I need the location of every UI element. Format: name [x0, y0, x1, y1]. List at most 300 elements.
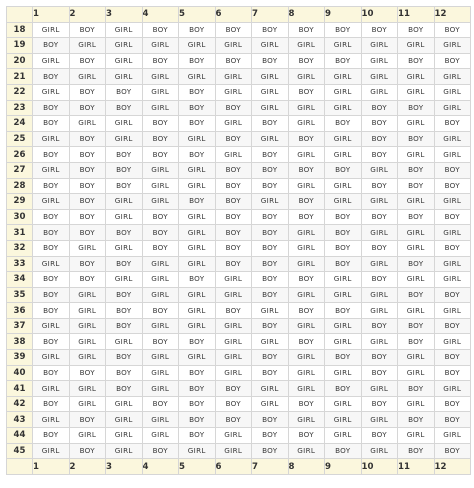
gender-cell: BOY	[325, 256, 362, 272]
gender-cell: GIRL	[106, 443, 143, 459]
gender-cell: BOY	[398, 412, 435, 428]
gender-cell: BOY	[325, 162, 362, 178]
gender-cell: GIRL	[325, 69, 362, 85]
gender-cell: BOY	[252, 225, 289, 241]
gender-cell: GIRL	[288, 443, 325, 459]
gender-cell: BOY	[252, 287, 289, 303]
gender-cell: GIRL	[252, 381, 289, 397]
gender-cell: BOY	[215, 194, 252, 210]
header-month-10: 10	[361, 7, 398, 23]
gender-cell: GIRL	[179, 69, 216, 85]
gender-cell: BOY	[142, 334, 179, 350]
gender-cell: BOY	[142, 131, 179, 147]
gender-cell: BOY	[434, 53, 471, 69]
gender-cell: GIRL	[398, 69, 435, 85]
gender-cell: GIRL	[142, 318, 179, 334]
gender-cell: GIRL	[398, 38, 435, 54]
gender-cell: BOY	[434, 240, 471, 256]
gender-cell: BOY	[398, 53, 435, 69]
table-row	[7, 428, 471, 444]
gender-cell: BOY	[434, 162, 471, 178]
gender-cell: GIRL	[33, 443, 70, 459]
gender-cell: BOY	[288, 272, 325, 288]
gender-cell: BOY	[252, 240, 289, 256]
gender-cell: GIRL	[142, 350, 179, 366]
age-label: 40	[7, 365, 33, 381]
gender-cell: BOY	[434, 287, 471, 303]
table-row	[7, 443, 471, 459]
gender-cell: BOY	[361, 178, 398, 194]
footer-month-10: 10	[361, 459, 398, 475]
table-row	[7, 256, 471, 272]
gender-cell: GIRL	[325, 38, 362, 54]
gender-cell: BOY	[215, 22, 252, 38]
gender-cell: GIRL	[434, 334, 471, 350]
gender-cell: GIRL	[215, 84, 252, 100]
gender-cell: GIRL	[106, 69, 143, 85]
gender-cell: GIRL	[434, 303, 471, 319]
gender-cell: BOY	[434, 22, 471, 38]
header-month-4: 4	[142, 7, 179, 23]
gender-cell: GIRL	[325, 272, 362, 288]
gender-cell: GIRL	[142, 194, 179, 210]
gender-cell: GIRL	[106, 131, 143, 147]
gender-cell: GIRL	[288, 350, 325, 366]
gender-cell: BOY	[33, 428, 70, 444]
gender-cell: BOY	[288, 396, 325, 412]
gender-cell: BOY	[361, 350, 398, 366]
gender-cell: BOY	[179, 412, 216, 428]
gender-cell: GIRL	[361, 69, 398, 85]
gender-cell: BOY	[361, 365, 398, 381]
gender-cell: GIRL	[106, 53, 143, 69]
gender-cell: BOY	[179, 116, 216, 132]
header-month-5: 5	[179, 7, 216, 23]
gender-cell: GIRL	[142, 412, 179, 428]
gender-cell: BOY	[325, 116, 362, 132]
table-row	[7, 147, 471, 163]
age-label: 27	[7, 162, 33, 178]
table-row	[7, 38, 471, 54]
age-label: 30	[7, 209, 33, 225]
table-row	[7, 412, 471, 428]
gender-cell: GIRL	[252, 303, 289, 319]
gender-cell: BOY	[69, 272, 106, 288]
gender-cell: GIRL	[325, 194, 362, 210]
gender-cell: BOY	[252, 22, 289, 38]
gender-cell: BOY	[33, 69, 70, 85]
table-row	[7, 209, 471, 225]
gender-cell: BOY	[252, 412, 289, 428]
gender-cell: BOY	[215, 381, 252, 397]
gender-cell: BOY	[179, 428, 216, 444]
gender-cell: GIRL	[106, 194, 143, 210]
gender-cell: BOY	[398, 318, 435, 334]
gender-cell: BOY	[179, 272, 216, 288]
gender-cell: BOY	[142, 443, 179, 459]
gender-cell: GIRL	[288, 100, 325, 116]
gender-cell: GIRL	[179, 303, 216, 319]
gender-cell: GIRL	[434, 84, 471, 100]
gender-cell: GIRL	[252, 194, 289, 210]
gender-cell: BOY	[142, 147, 179, 163]
gender-cell: BOY	[434, 396, 471, 412]
gender-cell: GIRL	[361, 334, 398, 350]
age-label: 42	[7, 396, 33, 412]
gender-cell: BOY	[179, 22, 216, 38]
gender-cell: GIRL	[142, 256, 179, 272]
gender-cell: GIRL	[33, 194, 70, 210]
gender-cell: GIRL	[361, 303, 398, 319]
gender-cell: BOY	[33, 178, 70, 194]
gender-cell: GIRL	[288, 178, 325, 194]
gender-cell: BOY	[325, 225, 362, 241]
gender-cell: BOY	[398, 22, 435, 38]
gender-cell: GIRL	[252, 69, 289, 85]
gender-cell: BOY	[179, 396, 216, 412]
age-label: 39	[7, 350, 33, 366]
gender-cell: BOY	[215, 131, 252, 147]
header-month-2: 2	[69, 7, 106, 23]
gender-cell: BOY	[325, 240, 362, 256]
table-row	[7, 381, 471, 397]
gender-cell: BOY	[215, 209, 252, 225]
table-row	[7, 396, 471, 412]
gender-cell: GIRL	[434, 256, 471, 272]
gender-cell: GIRL	[398, 350, 435, 366]
gender-cell: BOY	[106, 350, 143, 366]
gender-cell: BOY	[325, 53, 362, 69]
gender-cell: GIRL	[325, 147, 362, 163]
gender-cell: GIRL	[361, 53, 398, 69]
gender-cell: GIRL	[179, 178, 216, 194]
gender-cell: BOY	[252, 350, 289, 366]
gender-cell: GIRL	[434, 194, 471, 210]
gender-cell: BOY	[215, 412, 252, 428]
gender-cell: BOY	[434, 443, 471, 459]
gender-cell: GIRL	[325, 287, 362, 303]
gender-cell: BOY	[106, 256, 143, 272]
gender-cell: BOY	[434, 412, 471, 428]
gender-cell: GIRL	[215, 350, 252, 366]
gender-cell: BOY	[215, 100, 252, 116]
gender-cell: GIRL	[106, 396, 143, 412]
gender-cell: BOY	[361, 240, 398, 256]
gender-cell: BOY	[142, 240, 179, 256]
gender-cell: GIRL	[325, 84, 362, 100]
gender-cell: BOY	[69, 162, 106, 178]
gender-cell: BOY	[69, 256, 106, 272]
gender-cell: BOY	[325, 209, 362, 225]
gender-cell: GIRL	[325, 412, 362, 428]
age-label: 18	[7, 22, 33, 38]
gender-cell: GIRL	[33, 256, 70, 272]
gender-cell: GIRL	[179, 443, 216, 459]
gender-cell: GIRL	[179, 225, 216, 241]
table-row	[7, 116, 471, 132]
age-label: 32	[7, 240, 33, 256]
gender-cell: GIRL	[215, 365, 252, 381]
gender-cell: BOY	[361, 100, 398, 116]
gender-cell: BOY	[179, 147, 216, 163]
gender-cell: BOY	[215, 396, 252, 412]
gender-cell: GIRL	[361, 443, 398, 459]
gender-cell: GIRL	[361, 256, 398, 272]
header-month-9: 9	[325, 7, 362, 23]
gender-cell: GIRL	[434, 225, 471, 241]
header-corner-cell	[7, 7, 33, 23]
gender-cell: BOY	[106, 318, 143, 334]
table-row	[7, 22, 471, 38]
footer-month-8: 8	[288, 459, 325, 475]
gender-cell: BOY	[361, 396, 398, 412]
footer-month-3: 3	[106, 459, 143, 475]
gender-cell: GIRL	[69, 303, 106, 319]
gender-cell: BOY	[215, 162, 252, 178]
header-month-6: 6	[215, 7, 252, 23]
gender-cell: BOY	[215, 303, 252, 319]
gender-cell: GIRL	[33, 381, 70, 397]
gender-cell: GIRL	[179, 318, 216, 334]
age-label: 33	[7, 256, 33, 272]
table-row	[7, 84, 471, 100]
gender-cell: GIRL	[252, 100, 289, 116]
gender-cell: BOY	[361, 22, 398, 38]
gender-cell: GIRL	[69, 428, 106, 444]
gender-cell: GIRL	[142, 428, 179, 444]
gender-cell: BOY	[434, 209, 471, 225]
gender-cell: BOY	[361, 318, 398, 334]
age-label: 23	[7, 100, 33, 116]
age-label: 26	[7, 147, 33, 163]
gender-cell: GIRL	[215, 318, 252, 334]
gender-cell: GIRL	[361, 287, 398, 303]
gender-cell: BOY	[215, 256, 252, 272]
gender-cell: BOY	[325, 443, 362, 459]
footer-month-1: 1	[33, 459, 70, 475]
gender-cell: BOY	[179, 84, 216, 100]
gender-cell: GIRL	[361, 84, 398, 100]
footer-month-4: 4	[142, 459, 179, 475]
age-label: 37	[7, 318, 33, 334]
gender-cell: GIRL	[142, 365, 179, 381]
gender-cell: BOY	[398, 162, 435, 178]
gender-cell: GIRL	[398, 84, 435, 100]
gender-cell: GIRL	[215, 334, 252, 350]
gender-cell: GIRL	[288, 287, 325, 303]
table-row	[7, 240, 471, 256]
gender-cell: BOY	[252, 209, 289, 225]
gender-cell: BOY	[252, 365, 289, 381]
gender-cell: BOY	[288, 303, 325, 319]
gender-cell: BOY	[215, 240, 252, 256]
gender-cell: BOY	[252, 162, 289, 178]
gender-cell: BOY	[69, 53, 106, 69]
gender-cell: GIRL	[215, 69, 252, 85]
gender-cell: GIRL	[252, 131, 289, 147]
age-label: 36	[7, 303, 33, 319]
gender-cell: BOY	[398, 334, 435, 350]
gender-cell: GIRL	[215, 443, 252, 459]
table-row	[7, 350, 471, 366]
gender-cell: BOY	[33, 38, 70, 54]
gender-cell: BOY	[142, 53, 179, 69]
gender-cell: GIRL	[325, 178, 362, 194]
gender-cell: GIRL	[142, 38, 179, 54]
gender-cell: GIRL	[434, 69, 471, 85]
gender-cell: BOY	[252, 272, 289, 288]
gender-cell: GIRL	[288, 412, 325, 428]
gender-cell: BOY	[69, 131, 106, 147]
gender-cell: BOY	[33, 396, 70, 412]
age-label: 43	[7, 412, 33, 428]
gender-cell: GIRL	[106, 240, 143, 256]
gender-cell: GIRL	[179, 287, 216, 303]
gender-cell: BOY	[33, 303, 70, 319]
gender-cell: GIRL	[69, 116, 106, 132]
gender-cell: BOY	[288, 84, 325, 100]
gender-cell: GIRL	[179, 256, 216, 272]
age-label: 34	[7, 272, 33, 288]
gender-cell: BOY	[106, 178, 143, 194]
gender-cell: GIRL	[434, 100, 471, 116]
gender-cell: BOY	[33, 116, 70, 132]
gender-cell: BOY	[288, 194, 325, 210]
gender-cell: BOY	[69, 147, 106, 163]
gender-cell: BOY	[33, 100, 70, 116]
gender-cell: GIRL	[215, 38, 252, 54]
gender-cell: GIRL	[288, 147, 325, 163]
age-label: 29	[7, 194, 33, 210]
gender-cell: BOY	[434, 318, 471, 334]
gender-cell: GIRL	[288, 318, 325, 334]
gender-cell: GIRL	[325, 428, 362, 444]
table-row	[7, 69, 471, 85]
gender-cell: BOY	[179, 53, 216, 69]
gender-cell: GIRL	[215, 287, 252, 303]
gender-cell: BOY	[398, 131, 435, 147]
age-label: 41	[7, 381, 33, 397]
gender-cell: GIRL	[252, 84, 289, 100]
gender-cell: GIRL	[179, 162, 216, 178]
gender-cell: GIRL	[361, 194, 398, 210]
gender-cell: GIRL	[288, 116, 325, 132]
gender-cell: GIRL	[33, 22, 70, 38]
gender-cell: BOY	[106, 225, 143, 241]
gender-cell: BOY	[69, 100, 106, 116]
gender-cell: BOY	[252, 318, 289, 334]
gender-cell: GIRL	[325, 396, 362, 412]
gender-cell: BOY	[106, 365, 143, 381]
header-month-3: 3	[106, 7, 143, 23]
gender-cell: BOY	[69, 225, 106, 241]
gender-cell: GIRL	[69, 334, 106, 350]
gender-cell: GIRL	[33, 84, 70, 100]
gender-cell: GIRL	[142, 69, 179, 85]
gender-cell: BOY	[106, 381, 143, 397]
gender-cell: GIRL	[106, 209, 143, 225]
table-row	[7, 53, 471, 69]
header-month-11: 11	[398, 7, 435, 23]
gender-cell: GIRL	[33, 53, 70, 69]
gender-cell: BOY	[252, 443, 289, 459]
gender-cell: BOY	[106, 100, 143, 116]
gender-cell: GIRL	[252, 396, 289, 412]
gender-cell: BOY	[398, 209, 435, 225]
gender-cell: GIRL	[288, 38, 325, 54]
gender-cell: BOY	[33, 365, 70, 381]
gender-cell: GIRL	[398, 240, 435, 256]
gender-cell: GIRL	[398, 225, 435, 241]
gender-cell: BOY	[252, 178, 289, 194]
gender-cell: GIRL	[361, 381, 398, 397]
table-row	[7, 194, 471, 210]
gender-cell: BOY	[69, 194, 106, 210]
gender-cell: GIRL	[361, 38, 398, 54]
gender-cell: GIRL	[106, 38, 143, 54]
gender-cell: BOY	[325, 303, 362, 319]
gender-cell: BOY	[106, 303, 143, 319]
gender-cell: GIRL	[69, 38, 106, 54]
table-row	[7, 225, 471, 241]
gender-cell: BOY	[106, 287, 143, 303]
gender-cell: BOY	[215, 225, 252, 241]
gender-cell: GIRL	[179, 350, 216, 366]
gender-cell: BOY	[252, 147, 289, 163]
gender-cell: BOY	[106, 147, 143, 163]
gender-cell: BOY	[142, 116, 179, 132]
gender-cell: GIRL	[434, 381, 471, 397]
gender-cell: GIRL	[398, 147, 435, 163]
gender-cell: BOY	[325, 350, 362, 366]
gender-cell: BOY	[398, 100, 435, 116]
header-month-12: 12	[434, 7, 471, 23]
gender-cell: GIRL	[106, 428, 143, 444]
gender-cell: BOY	[33, 147, 70, 163]
gender-cell: GIRL	[179, 131, 216, 147]
gender-cell: BOY	[361, 272, 398, 288]
gender-cell: BOY	[142, 225, 179, 241]
gender-cell: BOY	[179, 334, 216, 350]
gender-cell: GIRL	[361, 162, 398, 178]
gender-cell: GIRL	[325, 334, 362, 350]
gender-cell: GIRL	[361, 225, 398, 241]
gender-cell: GIRL	[252, 334, 289, 350]
gender-cell: GIRL	[398, 272, 435, 288]
gender-cell: BOY	[215, 178, 252, 194]
gender-cell: BOY	[33, 287, 70, 303]
table-row	[7, 303, 471, 319]
gender-cell: BOY	[398, 443, 435, 459]
age-label: 44	[7, 428, 33, 444]
gender-cell: GIRL	[288, 256, 325, 272]
gender-cell: BOY	[179, 365, 216, 381]
age-label: 24	[7, 116, 33, 132]
gender-cell: BOY	[69, 84, 106, 100]
gender-cell: BOY	[142, 303, 179, 319]
footer-month-5: 5	[179, 459, 216, 475]
gender-cell: GIRL	[69, 396, 106, 412]
gender-cell: GIRL	[398, 428, 435, 444]
gender-cell: GIRL	[33, 318, 70, 334]
gender-cell: BOY	[252, 53, 289, 69]
gender-cell: GIRL	[325, 365, 362, 381]
gender-cell: BOY	[325, 22, 362, 38]
gender-cell: GIRL	[434, 38, 471, 54]
footer-month-9: 9	[325, 459, 362, 475]
gender-cell: BOY	[142, 396, 179, 412]
table-row	[7, 162, 471, 178]
